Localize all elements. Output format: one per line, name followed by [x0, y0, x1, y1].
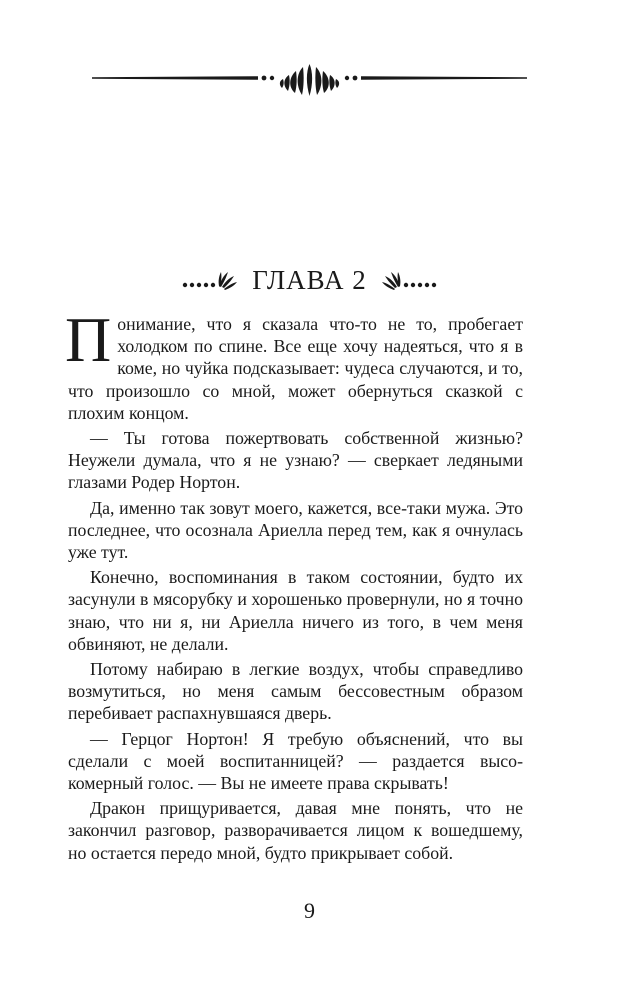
- page-number: 9: [304, 898, 315, 923]
- paragraph-1: [65, 304, 523, 424]
- paragraph-7: Дракон прищуривается, давая мне понять, что не закончил разговор, разворачивается лицом к вошедшему, но остается передо мной, будто прикрывает собой.: [68, 798, 523, 863]
- paragraph-1-text: онимание, что я сказала что-то не то, пробегает холодком по спине. Все еще хочу надеяться, что я в коме, но чуйка подсказывает: чудеса случаются, и то, что произошло со мной, может обернуться сказкой с плохим концом.: [68, 314, 523, 423]
- paragraph-5: Потому набираю в легкие воздух, чтобы справедливо возмутиться, но меня самым бессовестным образом перебивает распахнувшаяся дверь.: [68, 659, 523, 724]
- paragraph-2: — Ты готова пожертвовать собственной жизнью? Неужели думала, что я не узнаю? — сверкает ледяными глазами Родер Нортон.: [68, 428, 523, 493]
- paragraph-4: Конечно, воспоминания в таком состоянии, будто их засунули в мясорубку и хорошенько провернули, но я точно знаю, что ни я, ни Ариелла ничего из того, в чем меня обвиняют, не делали.: [68, 567, 523, 654]
- chapter-title: ГЛАВА 2: [252, 265, 367, 295]
- chapter-body: [65, 304, 523, 867]
- top-divider-ornament-icon: [0, 58, 619, 102]
- paragraph-3: Да, именно так зовут моего, кажется, все-таки мужа. Это последнее, что осознала Ариелла перед тем, как я очнулась уже тут.: [68, 497, 523, 563]
- drop-cap: П: [65, 304, 112, 375]
- paragraph-6: — Герцог Нортон! Я требую объяснений, что вы сделали с моей воспитанницей? — раздается высокомерный голос. — Вы не имеете права скрывать!: [68, 728, 523, 794]
